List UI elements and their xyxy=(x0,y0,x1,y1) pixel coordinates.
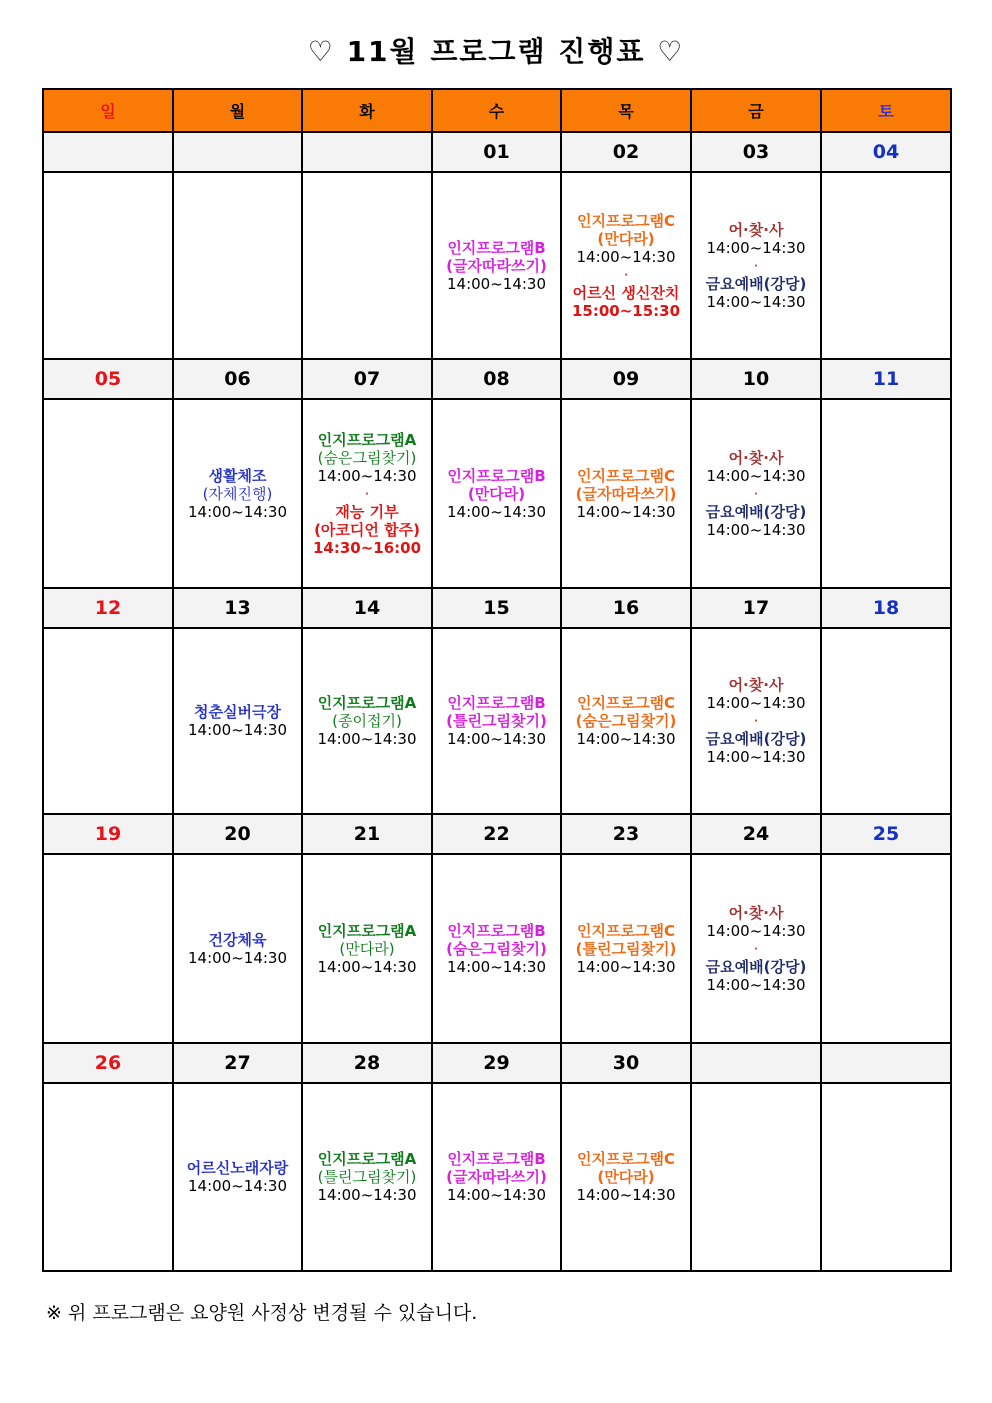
event-cell xyxy=(691,628,821,814)
program-name: 인지프로그램B xyxy=(447,694,546,712)
date-cell: 17 xyxy=(691,588,821,628)
date-cell: 06 xyxy=(173,359,302,399)
program-name: 금요예배(강당) xyxy=(705,502,807,521)
program-name: 금요예배(강당) xyxy=(705,730,807,748)
program-time: 14:00~14:30 xyxy=(706,975,806,994)
program-name: 인지프로그램A xyxy=(317,430,417,449)
date-cell: 27 xyxy=(173,1043,302,1083)
date-cell: 29 xyxy=(432,1043,561,1083)
event-row xyxy=(43,399,951,588)
separator-dot: · xyxy=(364,484,370,503)
date-cell: 19 xyxy=(43,814,173,854)
date-cell: 21 xyxy=(302,814,432,854)
event-cell xyxy=(821,399,951,588)
weekday-mon: 월 xyxy=(173,89,302,132)
date-cell: 04 xyxy=(821,132,951,172)
date-cell: 24 xyxy=(691,814,821,854)
separator-dot: · xyxy=(753,939,759,958)
date-cell: 08 xyxy=(432,359,561,399)
event-cell xyxy=(43,1083,173,1271)
event-cell xyxy=(561,628,691,814)
program-time: 14:00~14:30 xyxy=(446,730,547,748)
date-cell: 12 xyxy=(43,588,173,628)
program-time: 14:00~14:30 xyxy=(706,466,806,485)
program-name: 생활체조 xyxy=(208,466,267,485)
program-time: 14:00~14:30 xyxy=(187,1177,288,1195)
program-time: 14:00~14:30 xyxy=(706,238,806,257)
separator-dot: · xyxy=(753,484,759,503)
event-cell xyxy=(691,854,821,1043)
date-cell: 10 xyxy=(691,359,821,399)
date-cell xyxy=(302,132,432,172)
program-name: 금요예배(강당) xyxy=(705,274,807,293)
program-name: 어·찾·사 xyxy=(728,903,784,922)
event-cell xyxy=(821,628,951,814)
event-cell xyxy=(302,172,432,359)
date-cell: 15 xyxy=(432,588,561,628)
event-row xyxy=(43,1083,951,1271)
program-time: 14:00~14:30 xyxy=(576,247,676,266)
event-cell xyxy=(302,399,432,588)
event-cell xyxy=(821,1083,951,1271)
program-time: 14:00~14:30 xyxy=(706,921,806,940)
date-cell: 23 xyxy=(561,814,691,854)
program-detail: (글자따라쓰기) xyxy=(446,1168,547,1186)
program-name: 어·찾·사 xyxy=(728,676,784,694)
date-cell: 28 xyxy=(302,1043,432,1083)
event-cell xyxy=(302,628,432,814)
event-row xyxy=(43,172,951,359)
special-event-name: 어르신 생신잔치 xyxy=(572,283,680,302)
program-detail: (자체진행) xyxy=(202,484,273,503)
date-cell: 30 xyxy=(561,1043,691,1083)
weekday-fri: 금 xyxy=(691,89,821,132)
event-cell xyxy=(561,1083,691,1271)
event-cell xyxy=(821,172,951,359)
date-cell: 22 xyxy=(432,814,561,854)
event-cell xyxy=(43,628,173,814)
date-cell: 14 xyxy=(302,588,432,628)
program-detail: (글자따라쓰기) xyxy=(446,256,547,275)
program-name: 인지프로그램B xyxy=(447,466,546,485)
event-cell xyxy=(173,628,302,814)
date-cell xyxy=(821,1043,951,1083)
program-time: 14:00~14:30 xyxy=(706,292,806,311)
calendar-table xyxy=(42,88,952,1272)
event-cell xyxy=(561,399,691,588)
program-detail: (글자따라쓰기) xyxy=(575,484,677,503)
date-row xyxy=(43,814,951,854)
program-time: 14:00~14:30 xyxy=(187,502,288,521)
date-cell: 09 xyxy=(561,359,691,399)
program-time: 14:00~14:30 xyxy=(576,1186,676,1204)
separator-dot: · xyxy=(623,265,629,284)
separator-dot: · xyxy=(753,712,759,730)
weekday-sun: 일 xyxy=(43,89,173,132)
date-cell xyxy=(691,1043,821,1083)
program-name: 어·찾·사 xyxy=(728,220,784,239)
program-name: 인지프로그램A xyxy=(317,921,417,940)
date-cell: 25 xyxy=(821,814,951,854)
program-detail: (틀린그림찾기) xyxy=(446,712,547,730)
date-cell: 18 xyxy=(821,588,951,628)
date-cell: 07 xyxy=(302,359,432,399)
program-name: 인지프로그램C xyxy=(577,1150,675,1168)
event-cell xyxy=(43,854,173,1043)
date-row xyxy=(43,359,951,399)
program-name: 청춘실버극장 xyxy=(194,703,281,721)
weekday-thu: 목 xyxy=(561,89,691,132)
date-cell: 03 xyxy=(691,132,821,172)
program-name: 인지프로그램B xyxy=(447,238,546,257)
program-time: 14:00~14:30 xyxy=(187,948,288,967)
date-cell xyxy=(43,132,173,172)
weekday-sat: 토 xyxy=(821,89,951,132)
program-detail: (숨은그림찾기) xyxy=(317,448,417,467)
date-cell: 16 xyxy=(561,588,691,628)
footer-note: ※ 위 프로그램은 요양원 사정상 변경될 수 있습니다. xyxy=(46,1302,478,1324)
program-time: 14:00~14:30 xyxy=(317,730,417,748)
program-name: 인지프로그램C xyxy=(577,694,675,712)
program-name: 금요예배(강당) xyxy=(705,957,807,976)
program-detail: (종이접기) xyxy=(332,712,402,730)
program-name: 인지프로그램B xyxy=(447,921,546,940)
event-cell xyxy=(302,854,432,1043)
special-event-detail: (아코디언 합주) xyxy=(314,520,420,539)
weekday-tue: 화 xyxy=(302,89,432,132)
event-cell xyxy=(302,1083,432,1271)
date-row xyxy=(43,132,951,172)
event-cell xyxy=(561,172,691,359)
program-time: 14:00~14:30 xyxy=(317,957,417,976)
program-time: 14:00~14:30 xyxy=(446,274,547,293)
event-cell xyxy=(173,399,302,588)
date-cell: 01 xyxy=(432,132,561,172)
program-name: 인지프로그램C xyxy=(577,211,675,230)
weekday-wed: 수 xyxy=(432,89,561,132)
weekday-header-row xyxy=(43,89,951,132)
special-event-time: 15:00~15:30 xyxy=(571,301,681,320)
event-cell xyxy=(821,854,951,1043)
program-detail: (만다라) xyxy=(597,229,655,248)
event-row xyxy=(43,854,951,1043)
special-event-time: 14:30~16:00 xyxy=(312,538,422,557)
program-detail: (만다라) xyxy=(339,939,395,958)
date-cell: 20 xyxy=(173,814,302,854)
program-time: 14:00~14:30 xyxy=(576,502,676,521)
program-time: 14:00~14:30 xyxy=(187,721,288,739)
program-name: 어·찾·사 xyxy=(728,448,784,467)
event-cell xyxy=(432,1083,561,1271)
program-detail: (틀린그림찾기) xyxy=(575,939,677,958)
event-cell xyxy=(43,172,173,359)
program-detail: (틀린그림찾기) xyxy=(317,1168,417,1186)
program-time: 14:00~14:30 xyxy=(576,957,676,976)
program-detail: (숨은그림찾기) xyxy=(575,712,677,730)
program-name: 어르신노래자랑 xyxy=(186,1159,289,1177)
program-time: 14:00~14:30 xyxy=(706,694,806,712)
page-title: ♡ 11월 프로그램 진행표 ♡ xyxy=(307,35,685,68)
program-name: 인지프로그램A xyxy=(317,1150,417,1168)
event-cell xyxy=(173,1083,302,1271)
date-cell: 13 xyxy=(173,588,302,628)
program-time: 14:00~14:30 xyxy=(576,730,676,748)
program-time: 14:00~14:30 xyxy=(317,466,417,485)
program-name: 건강체육 xyxy=(208,930,267,949)
event-cell xyxy=(173,854,302,1043)
program-time: 14:00~14:30 xyxy=(706,748,806,766)
special-event-name: 재능 기부 xyxy=(335,502,399,521)
event-cell xyxy=(432,628,561,814)
event-cell xyxy=(561,854,691,1043)
program-name: 인지프로그램C xyxy=(577,921,675,940)
event-cell xyxy=(432,399,561,588)
program-detail: (숨은그림찾기) xyxy=(446,939,547,958)
program-detail: (만다라) xyxy=(597,1168,655,1186)
program-name: 인지프로그램C xyxy=(577,466,675,485)
program-name: 인지프로그램B xyxy=(447,1150,546,1168)
program-detail: (만다라) xyxy=(467,484,526,503)
date-cell xyxy=(173,132,302,172)
program-time: 14:00~14:30 xyxy=(706,520,806,539)
event-cell xyxy=(432,172,561,359)
program-time: 14:00~14:30 xyxy=(446,502,547,521)
event-cell xyxy=(43,399,173,588)
program-time: 14:00~14:30 xyxy=(446,1186,547,1204)
event-cell xyxy=(691,1083,821,1271)
program-name: 인지프로그램A xyxy=(317,694,417,712)
date-cell: 11 xyxy=(821,359,951,399)
event-cell xyxy=(691,172,821,359)
event-cell xyxy=(691,399,821,588)
event-row xyxy=(43,628,951,814)
date-cell: 02 xyxy=(561,132,691,172)
program-time: 14:00~14:30 xyxy=(446,957,547,976)
program-time: 14:00~14:30 xyxy=(317,1186,417,1204)
date-cell: 05 xyxy=(43,359,173,399)
date-row xyxy=(43,588,951,628)
separator-dot: · xyxy=(753,256,759,275)
date-row xyxy=(43,1043,951,1083)
date-cell: 26 xyxy=(43,1043,173,1083)
event-cell xyxy=(432,854,561,1043)
event-cell xyxy=(173,172,302,359)
